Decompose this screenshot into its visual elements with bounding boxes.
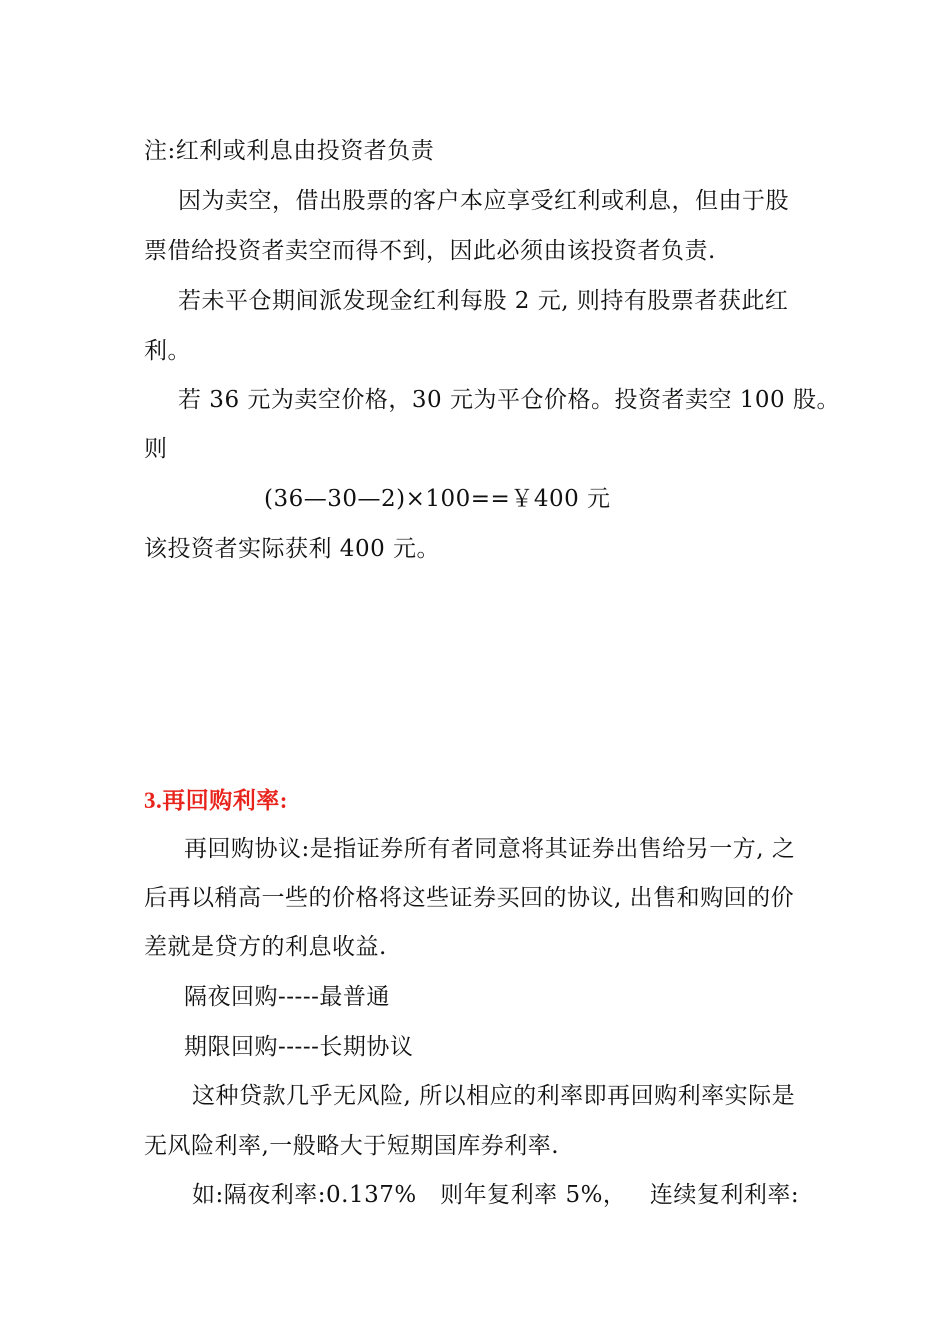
term-repo: 期限回购-----长期协议 <box>184 1034 414 1060</box>
note-title: 注:红利或利息由投资者负责 <box>144 138 435 164</box>
note-paragraph-1-line-2: 票借给投资者卖空而得不到，因此必须由该投资者负责. <box>144 238 716 264</box>
repo-definition-line-3: 差就是贷方的利息收益. <box>144 934 387 960</box>
note-paragraph-2-line-1: 若未平仓期间派发现金红利每股 2 元, 则持有股票者获此红 <box>178 288 789 314</box>
profit-result: 该投资者实际获利 400 元。 <box>144 536 441 562</box>
repo-risk-line-1: 这种贷款几乎无风险, 所以相应的利率即再回购利率实际是 <box>192 1083 796 1109</box>
overnight-repo: 隔夜回购-----最普通 <box>184 984 390 1010</box>
note-paragraph-3-line-1: 若 36 元为卖空价格，30 元为平仓价格。投资者卖空 100 股。 <box>178 387 840 413</box>
repo-risk-line-2: 无风险利率,一般略大于短期国库券利率. <box>144 1133 560 1159</box>
note-paragraph-2-line-2: 利。 <box>144 338 191 364</box>
section-heading-repo-rate: 3.再回购利率: <box>144 788 288 813</box>
note-paragraph-1-line-1: 因为卖空，借出股票的客户本应享受红利或利息，但由于股 <box>178 188 789 214</box>
repo-definition-line-1: 再回购协议:是指证券所有者同意将其证券出售给另一方, 之 <box>184 836 796 862</box>
profit-formula: (36—30—2)×100==￥400 元 <box>264 486 611 512</box>
repo-rate-example: 如:隔夜利率:0.137% 则年复利率 5%， 连续复利利率: <box>192 1182 800 1208</box>
repo-definition-line-2: 后再以稍高一些的价格将这些证券买回的协议, 出售和购回的价 <box>144 885 795 911</box>
note-paragraph-3-line-2: 则 <box>144 436 168 462</box>
